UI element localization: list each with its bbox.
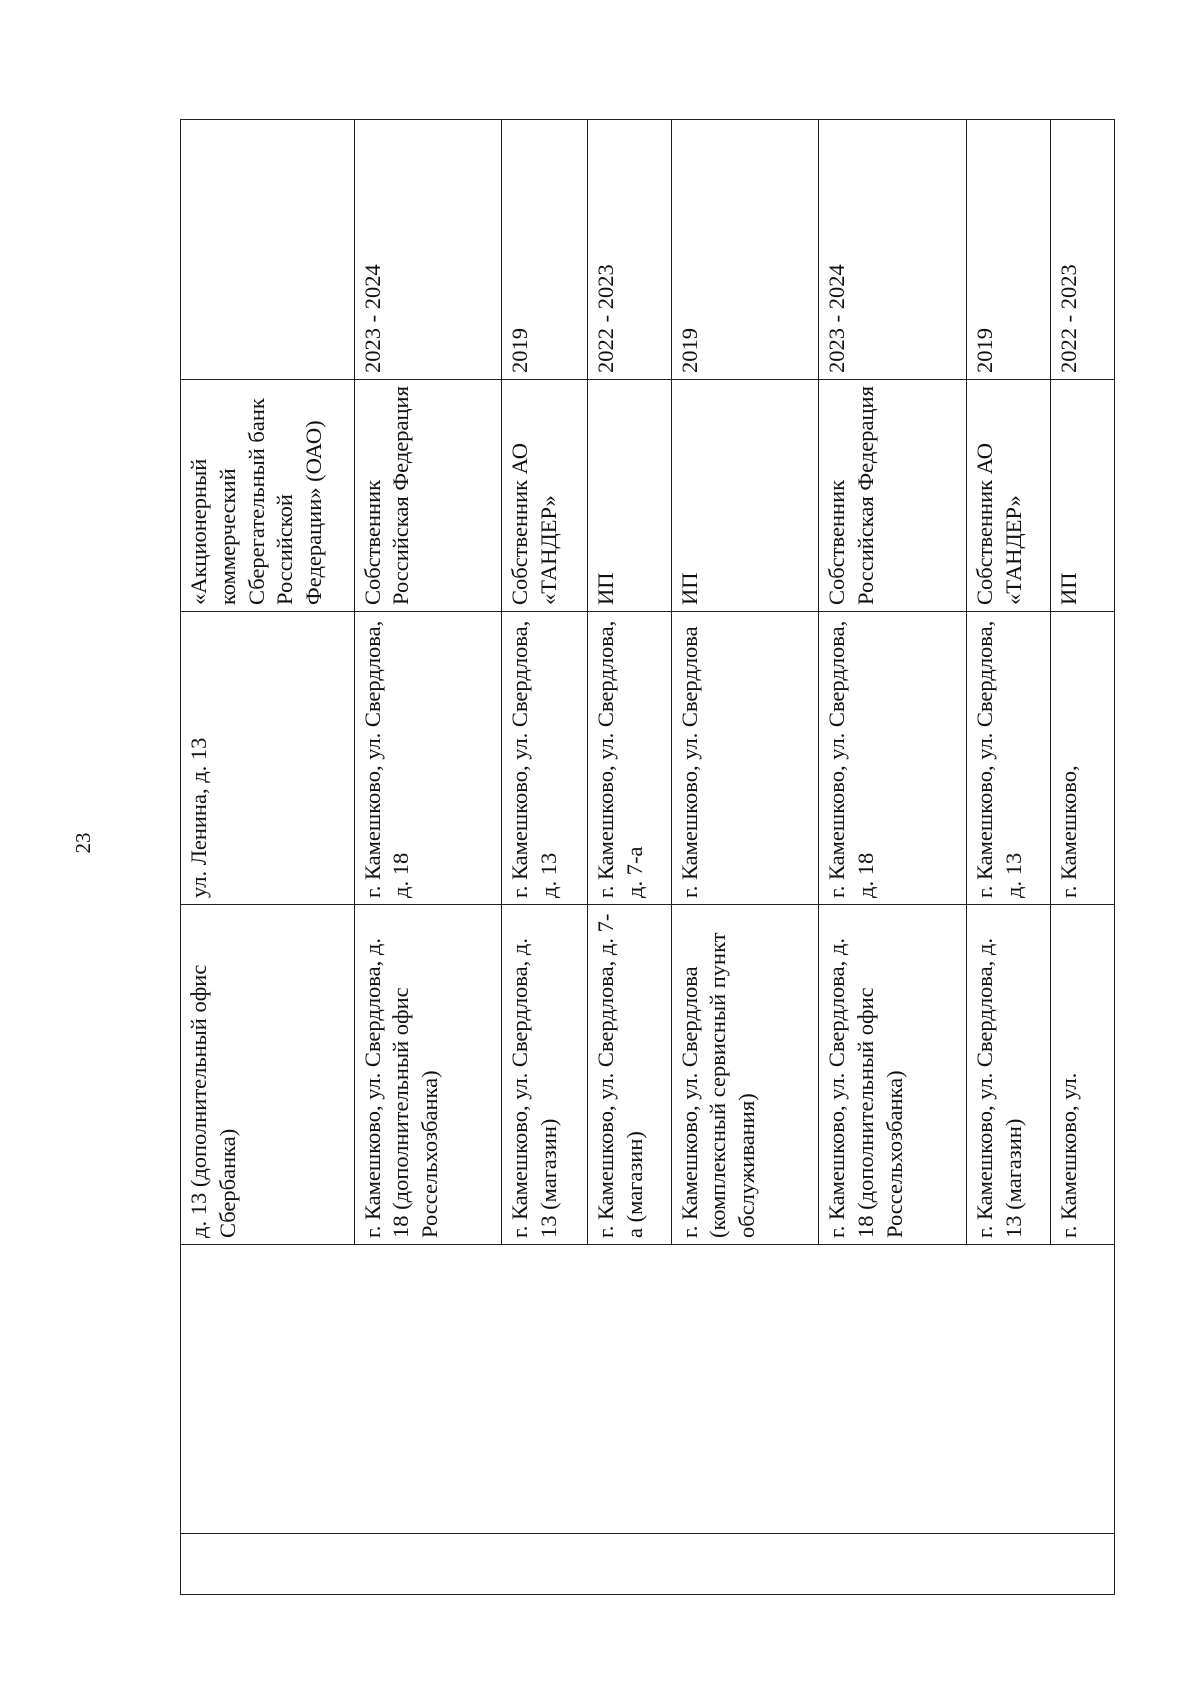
- address-cell: г. Камешково, ул.: [1050, 905, 1114, 1245]
- address-cell: г. Камешково, ул. Свердлова, д. 13 (магазин): [967, 905, 1051, 1245]
- owner-cell: ИП: [588, 380, 672, 612]
- years-cell: 2019: [967, 120, 1051, 380]
- street-cell: г. Камешково, ул. Свердлова, д. 18: [819, 612, 967, 905]
- street-cell: г. Камешково, ул. Свердлова, д. 13: [502, 612, 588, 905]
- empty-cell: [181, 1245, 1115, 1534]
- owner-cell: Собственник АО «ТАНДЕР»: [967, 380, 1051, 612]
- years-cell: 2022 - 2023: [588, 120, 672, 380]
- years-cell: 2023 - 2024: [819, 120, 967, 380]
- address-cell: г. Камешково, ул. Свердлова, д. 13 (магазин): [502, 905, 588, 1245]
- address-cell: г. Камешково, ул. Свердлова (комплексный сервисный пункт обслуживания): [671, 905, 819, 1245]
- street-cell: г. Камешково, ул. Свердлова, д. 13: [967, 612, 1051, 905]
- empty-cell: [181, 1534, 1115, 1595]
- owner-cell: Собственник АО «ТАНДЕР»: [502, 380, 588, 612]
- table-row: [181, 120, 355, 1595]
- rotated-table-container: [180, 120, 1115, 1595]
- years-cell: 2023 - 2024: [354, 120, 502, 380]
- owner-cell: «Акционерный коммерческий Сберегательный банк Российской Федерации» (ОАО): [181, 380, 355, 612]
- owner-cell: Собственник Российская Федерация: [819, 380, 967, 612]
- years-cell: 2022 - 2023: [1050, 120, 1114, 380]
- address-cell: д. 13 (дополнительный офис Сбербанка): [181, 905, 355, 1245]
- address-cell: г. Камешково, ул. Свердлова, д. 7-а (магазин): [588, 905, 672, 1245]
- years-cell: 2019: [671, 120, 819, 380]
- years-cell: [181, 120, 355, 380]
- owner-cell: Собственник Российская Федерация: [354, 380, 502, 612]
- owner-cell: ИП: [1050, 380, 1114, 612]
- street-cell: ул. Ленина, д. 13: [181, 612, 355, 905]
- street-cell: г. Камешково, ул. Свердлова, д. 18: [354, 612, 502, 905]
- objects-table: [180, 119, 1115, 1595]
- years-cell: 2019: [502, 120, 588, 380]
- street-cell: г. Камешково, ул. Свердлова: [671, 612, 819, 905]
- address-cell: г. Камешково, ул. Свердлова, д. 18 (дополнительный офис Россельхозбанка): [354, 905, 502, 1245]
- page-number: 23: [70, 832, 95, 854]
- owner-cell: ИП: [671, 380, 819, 612]
- address-cell: г. Камешково, ул. Свердлова, д. 18 (дополнительный офис Россельхозбанка): [819, 905, 967, 1245]
- street-cell: г. Камешково,: [1050, 612, 1114, 905]
- street-cell: г. Камешково, ул. Свердлова, д. 7-а: [588, 612, 672, 905]
